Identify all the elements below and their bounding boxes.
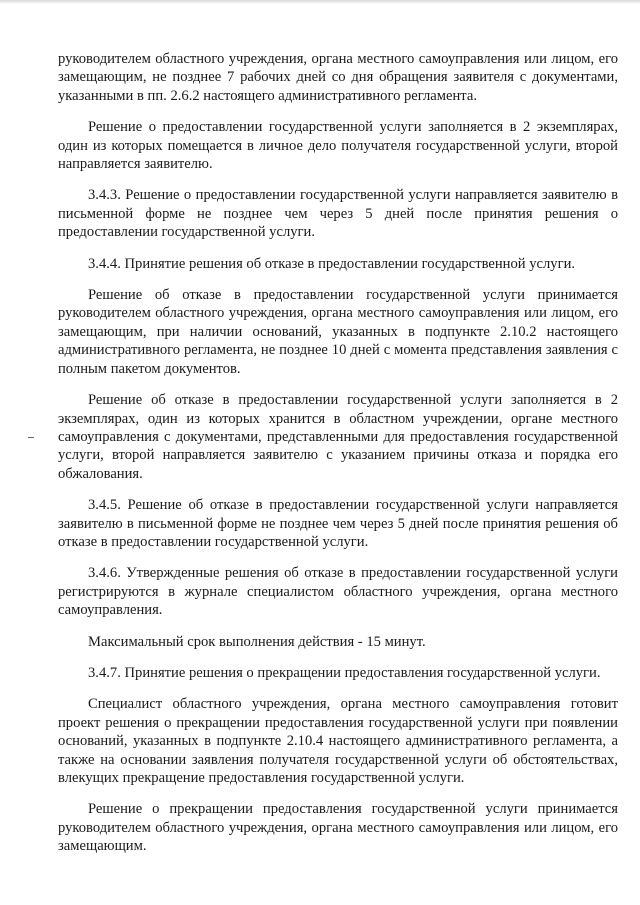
paragraph-copies: Решение о предоставлении государственной услуги заполняется в 2 экземплярах, один из которых помещается в личное дело получателя государственной услуги, второй направляется заявителю. [58, 119, 618, 173]
paragraph-specialist: Специалист областного учреждения, органа местного самоуправления готовит проект решения о прекращении предоставления государственной услуги при появлении оснований, указанных в подпункте 2.10.4 настоящего административного регламента, а также на основании заявления получателя государственной услуги об обстоятельствах, влекущих прекращение предоставления государственной услуги. [58, 696, 618, 786]
scan-top-edge [0, 0, 640, 4]
paragraph-continuation: руководителем областного учреждения, органа местного самоуправления или лицом, его замещающим, не позднее 7 рабочих дней со дня обращения заявителя с документами, указанными в пп. 2.6.2 настоящего административного регламента. [58, 51, 618, 104]
margin-mark [28, 437, 34, 438]
paragraph-3-4-4: 3.4.4. Принятие решения об отказе в предоставлении государственной услуги. [88, 255, 576, 272]
paragraph-3-4-3: 3.4.3. Решение о предоставлении государственной услуги направляется заявителю в письменной форме не позднее чем через 5 дней после принятия решения о предоставлении государственной услуги. [58, 187, 618, 241]
document-body [58, 50, 618, 856]
paragraph-3-4-5: 3.4.5. Решение об отказе в предоставлении государственной услуги направляется заявителю в письменной форме не позднее чем через 5 дней после принятия решения об отказе в предоставлении государственной услуги. [58, 497, 618, 550]
paragraph-3-4-7: 3.4.7. Принятие решения о прекращении предоставления государственной услуги. [88, 664, 601, 681]
paragraph-refusal-copies: Решение об отказе в предоставлении государственной услуги заполняется в 2 экземплярах, один из которых хранится в областном учреждении, органе местного самоуправления с документами, представленными для предоставления государственной услуги, второй направляется заявителю с указанием причины отказа и порядка его обжалования. [58, 392, 618, 482]
paragraph-termination-decision: Решение о прекращении предоставления государственной услуги принимается руководителем областного учреждения, органа местного самоуправления или лицом, его замещающим. [58, 801, 618, 855]
paragraph-3-4-6: 3.4.6. Утвержденные решения об отказе в предоставлении государственной услуги регистрируются в журнале специалистом областного учреждения, органа местного самоуправления. [58, 565, 618, 619]
paragraph-max-time: Максимальный срок выполнения действия - 15 минут. [88, 633, 426, 650]
paragraph-refusal-decision: Решение об отказе в предоставлении государственной услуги принимается руководителем областного учреждения, органа местного самоуправления или лицом, его замещающим, при наличии оснований, указанных в подпункте 2.10.2 настоящего административного регламента, не позднее 10 дней с момента представления заявления с полным пакетом документов. [58, 287, 618, 377]
